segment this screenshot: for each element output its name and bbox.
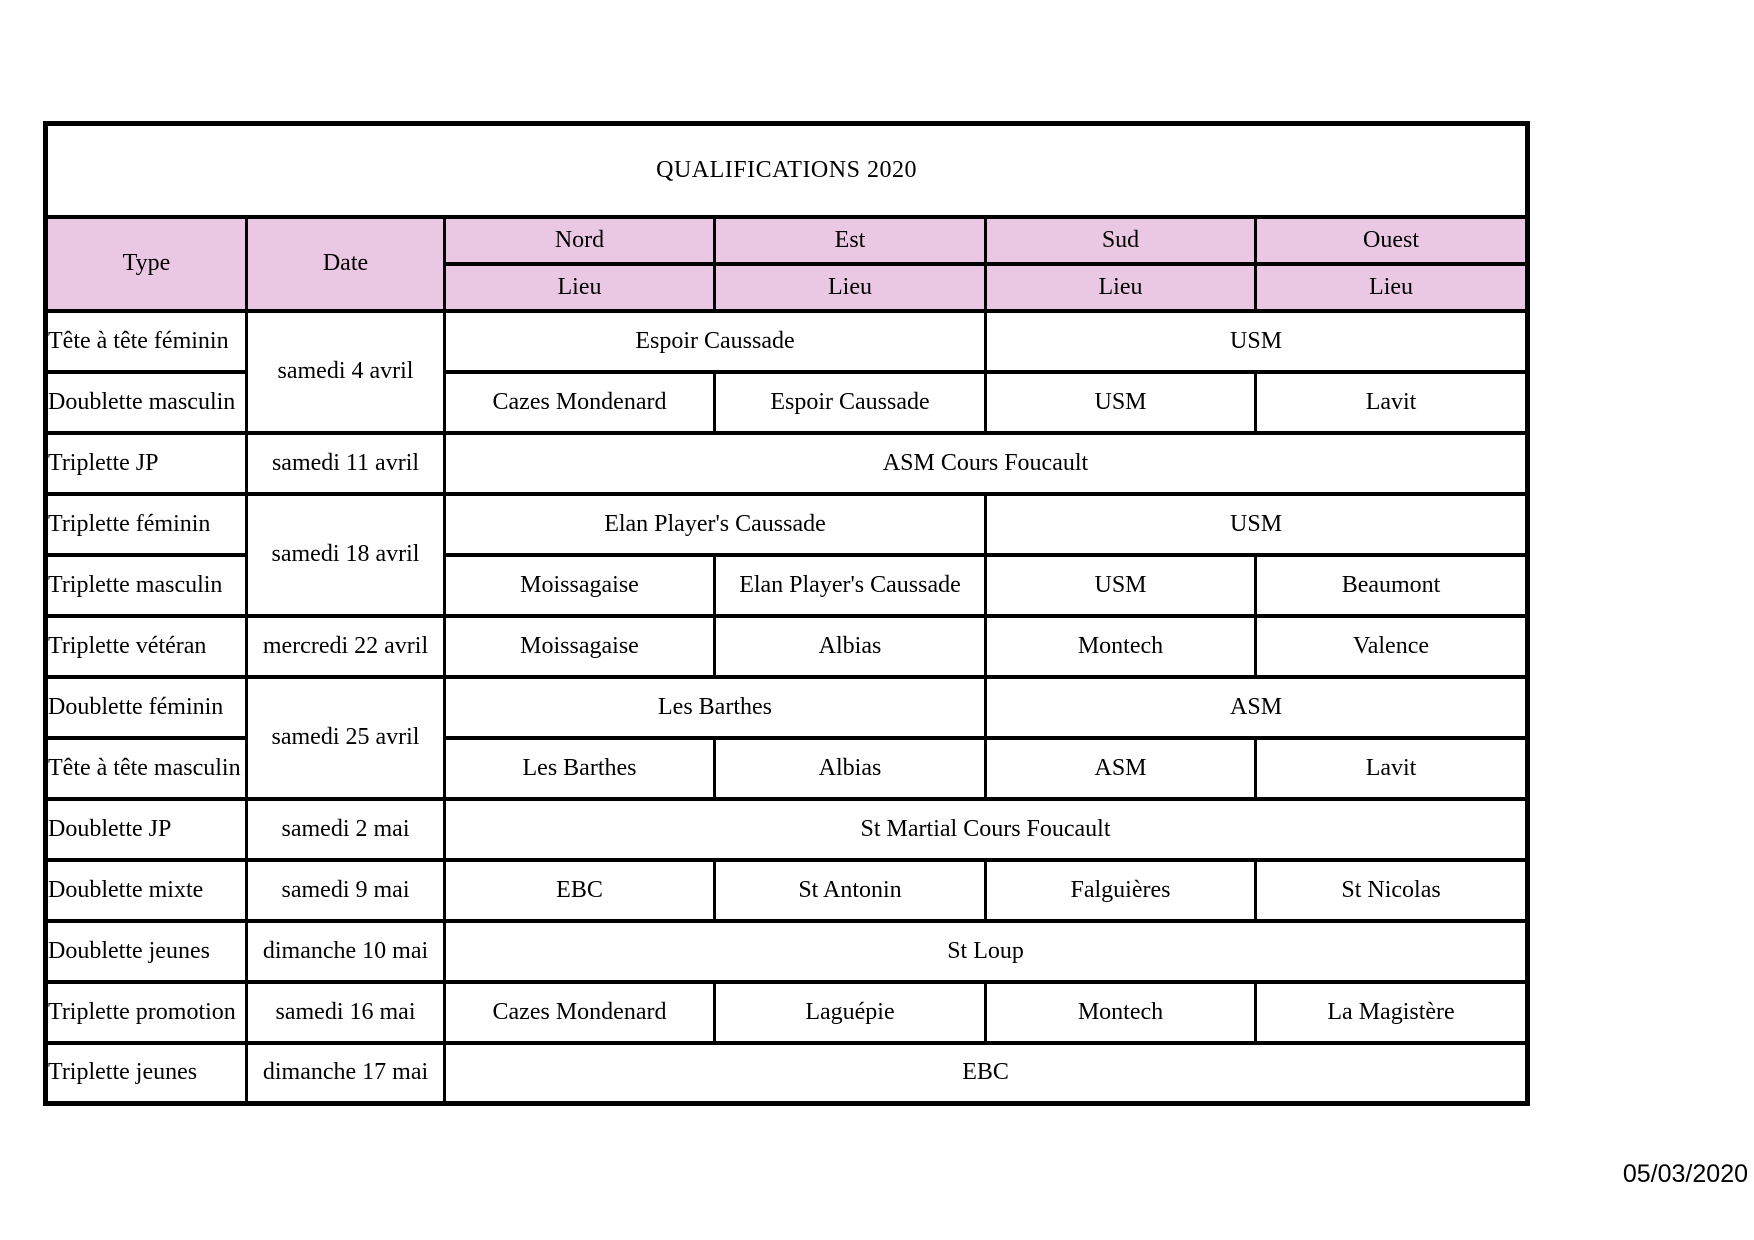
date-cell: samedi 18 avril <box>247 494 445 616</box>
location-cell: ASM <box>986 677 1528 738</box>
date-cell: samedi 9 mai <box>247 860 445 921</box>
table-row <box>46 433 1528 494</box>
location-cell: Valence <box>1256 616 1528 677</box>
footer-date: 05/03/2020 <box>1622 1160 1748 1188</box>
qualifications-table <box>43 121 1530 1106</box>
location-cell: ASM Cours Foucault <box>445 433 1528 494</box>
table-row <box>46 311 1528 372</box>
table-row <box>46 860 1528 921</box>
date-cell: samedi 4 avril <box>247 311 445 433</box>
date-cell: dimanche 10 mai <box>247 921 445 982</box>
lieu-header: Lieu <box>986 264 1256 311</box>
table-row <box>46 1043 1528 1104</box>
title-row <box>46 124 1528 217</box>
column-header-type: Type <box>46 217 247 311</box>
type-cell: Tête à tête féminin <box>46 311 247 372</box>
column-header-est: Est <box>715 217 986 264</box>
table-row <box>46 677 1528 738</box>
table-row <box>46 921 1528 982</box>
location-cell: St Nicolas <box>1256 860 1528 921</box>
type-cell: Doublette féminin <box>46 677 247 738</box>
type-cell: Doublette mixte <box>46 860 247 921</box>
location-cell: Lavit <box>1256 372 1528 433</box>
location-cell: Cazes Mondenard <box>445 372 715 433</box>
location-cell: Beaumont <box>1256 555 1528 616</box>
table-row <box>46 799 1528 860</box>
type-cell: Doublette masculin <box>46 372 247 433</box>
table-header-row <box>46 217 1528 264</box>
date-cell: samedi 2 mai <box>247 799 445 860</box>
type-cell: Triplette masculin <box>46 555 247 616</box>
location-cell: Elan Player's Caussade <box>445 494 986 555</box>
date-cell: samedi 25 avril <box>247 677 445 799</box>
location-cell: Moissagaise <box>445 616 715 677</box>
location-cell: Albias <box>715 616 986 677</box>
type-cell: Triplette promotion <box>46 982 247 1043</box>
location-cell: Les Barthes <box>445 738 715 799</box>
location-cell: Elan Player's Caussade <box>715 555 986 616</box>
lieu-header: Lieu <box>1256 264 1528 311</box>
location-cell: St Loup <box>445 921 1528 982</box>
location-cell: EBC <box>445 860 715 921</box>
type-cell: Doublette jeunes <box>46 921 247 982</box>
type-cell: Triplette JP <box>46 433 247 494</box>
location-cell: Albias <box>715 738 986 799</box>
location-cell: Montech <box>986 982 1256 1043</box>
location-cell: Lavit <box>1256 738 1528 799</box>
location-cell: Falguières <box>986 860 1256 921</box>
location-cell: USM <box>986 311 1528 372</box>
location-cell: Cazes Mondenard <box>445 982 715 1043</box>
location-cell: Les Barthes <box>445 677 986 738</box>
lieu-header: Lieu <box>715 264 986 311</box>
column-header-sud: Sud <box>986 217 1256 264</box>
page-title: QUALIFICATIONS 2020 <box>46 124 1528 217</box>
lieu-header: Lieu <box>445 264 715 311</box>
location-cell: ASM <box>986 738 1256 799</box>
date-cell: samedi 16 mai <box>247 982 445 1043</box>
column-header-ouest: Ouest <box>1256 217 1528 264</box>
type-cell: Tête à tête masculin <box>46 738 247 799</box>
date-cell: mercredi 22 avril <box>247 616 445 677</box>
location-cell: St Martial Cours Foucault <box>445 799 1528 860</box>
location-cell: Espoir Caussade <box>445 311 986 372</box>
type-cell: Triplette jeunes <box>46 1043 247 1104</box>
type-cell: Triplette vétéran <box>46 616 247 677</box>
location-cell: Montech <box>986 616 1256 677</box>
location-cell: USM <box>986 494 1528 555</box>
date-cell: dimanche 17 mai <box>247 1043 445 1104</box>
location-cell: Moissagaise <box>445 555 715 616</box>
location-cell: EBC <box>445 1043 1528 1104</box>
location-cell: Espoir Caussade <box>715 372 986 433</box>
location-cell: La Magistère <box>1256 982 1528 1043</box>
type-cell: Doublette JP <box>46 799 247 860</box>
location-cell: USM <box>986 372 1256 433</box>
table-row <box>46 494 1528 555</box>
column-header-date: Date <box>247 217 445 311</box>
table-row <box>46 616 1528 677</box>
date-cell: samedi 11 avril <box>247 433 445 494</box>
location-cell: USM <box>986 555 1256 616</box>
location-cell: Laguépie <box>715 982 986 1043</box>
type-cell: Triplette féminin <box>46 494 247 555</box>
location-cell: St Antonin <box>715 860 986 921</box>
table-row <box>46 982 1528 1043</box>
column-header-nord: Nord <box>445 217 715 264</box>
